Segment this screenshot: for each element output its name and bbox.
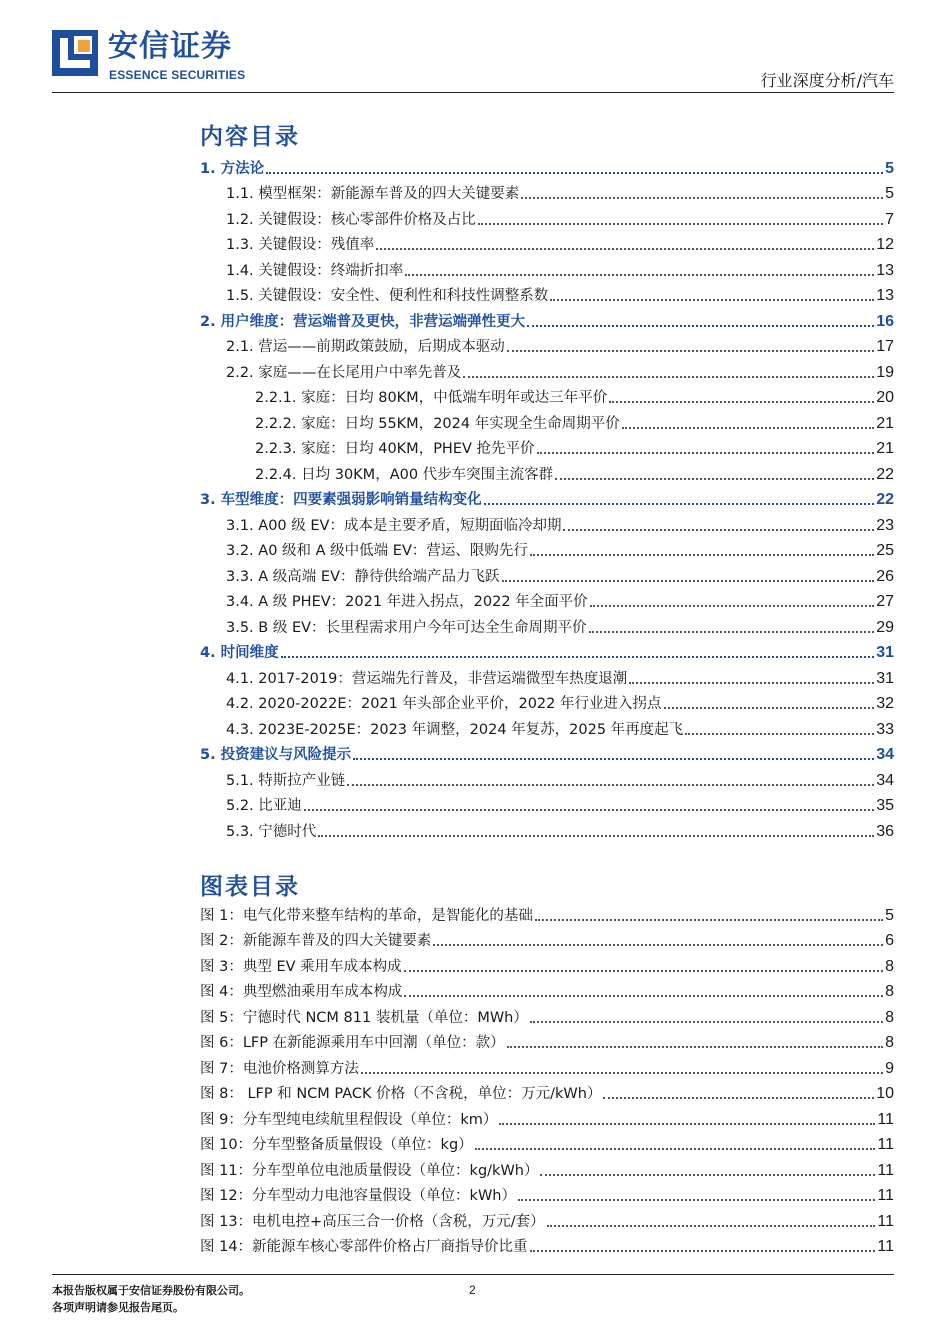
page-number: 2 — [469, 1283, 476, 1297]
header-divider — [52, 92, 894, 93]
toc-item[interactable]: 1.2. 关键假设：核心零部件价格及占比 7 — [226, 211, 894, 228]
figure-item[interactable]: 图 1：电气化带来整车结构的革命，是智能化的基础 5 — [200, 907, 894, 924]
toc-item[interactable]: 4.1. 2017-2019：营运端先行普及，非营运端微型车热度退潮 31 — [226, 670, 894, 687]
toc-item[interactable]: 4.3. 2023E-2025E：2023 年调整，2024 年复苏，2025 年再度起飞 33 — [226, 721, 894, 738]
report-category: 行业深度分析/汽车 — [760, 71, 894, 90]
figures-title: 图表目录 — [200, 873, 300, 900]
toc-item[interactable]: 5.3. 宁德时代 36 — [226, 823, 894, 840]
brand-name-en: ESSENCE SECURITIES — [109, 68, 246, 82]
toc-item[interactable]: 1.1. 模型框架：新能源车普及的四大关键要素 5 — [226, 185, 894, 202]
essence-logo-icon — [52, 30, 98, 76]
figure-item[interactable]: 图 10：分车型整备质量假设（单位：kg） 11 — [200, 1136, 894, 1153]
brand-name-cn: 安信证券 — [108, 29, 232, 64]
figure-item[interactable]: 图 2：新能源车普及的四大关键要素 6 — [200, 932, 894, 949]
figure-item[interactable]: 图 13：电机电控+高压三合一价格（含税，万元/套） 11 — [200, 1213, 894, 1230]
toc-item[interactable]: 3.4. A 级 PHEV：2021 年进入拐点，2022 年全面平价 27 — [226, 593, 894, 610]
toc-item[interactable]: 4. 时间维度 31 — [200, 644, 894, 661]
toc-item[interactable]: 5.1. 特斯拉产业链 34 — [226, 772, 894, 789]
toc-item[interactable]: 4.2. 2020-2022E：2021 年头部企业平价，2022 年行业进入拐点 32 — [226, 695, 894, 712]
toc-item[interactable]: 1. 方法论 5 — [200, 160, 894, 177]
footer-divider — [52, 1274, 894, 1275]
figure-item[interactable]: 图 8： LFP 和 NCM PACK 价格（不含税，单位：万元/kWh） 10 — [200, 1085, 894, 1102]
toc-item[interactable]: 2.1. 营运——前期政策鼓励，后期成本驱动 17 — [226, 338, 894, 355]
contents-title: 内容目录 — [200, 123, 300, 150]
figure-item[interactable]: 图 7：电池价格测算方法 9 — [200, 1060, 894, 1077]
toc-item[interactable]: 2.2. 家庭——在长尾用户中率先普及 19 — [226, 364, 894, 381]
toc-item[interactable]: 1.3. 关键假设：残值率 12 — [226, 236, 894, 253]
figure-item[interactable]: 图 4：典型燃油乘用车成本构成 8 — [200, 983, 894, 1000]
toc-item[interactable]: 3.1. A00 级 EV：成本是主要矛盾，短期面临冷却期 23 — [226, 517, 894, 534]
toc-item[interactable]: 3.3. A 级高端 EV：静待供给端产品力飞跃 26 — [226, 568, 894, 585]
toc-item[interactable]: 3.2. A0 级和 A 级中低端 EV：营运、限购先行 25 — [226, 542, 894, 559]
toc-item[interactable]: 2.2.1. 家庭：日均 80KM，中低端车明年或达三年平价 20 — [255, 389, 894, 406]
figure-item[interactable]: 图 9：分车型纯电续航里程假设（单位：km） 11 — [200, 1111, 894, 1128]
figure-item[interactable]: 图 14：新能源车核心零部件价格占厂商指导价比重 11 — [200, 1238, 894, 1255]
toc-item[interactable]: 2. 用户维度：营运端普及更快，非营运端弹性更大 16 — [200, 313, 894, 330]
toc-item[interactable]: 2.2.4. 日均 30KM，A00 代步车突围主流客群 22 — [255, 466, 894, 483]
toc-item[interactable]: 3.5. B 级 EV：长里程需求用户今年可达全生命周期平价 29 — [226, 619, 894, 636]
page-header — [0, 0, 950, 96]
figure-item[interactable]: 图 3：典型 EV 乘用车成本构成 8 — [200, 958, 894, 975]
figure-item[interactable]: 图 11：分车型单位电池质量假设（单位：kg/kWh） 11 — [200, 1162, 894, 1179]
disclaimer-notice: 各项声明请参见报告尾页。 — [52, 1301, 184, 1314]
figure-item[interactable]: 图 12：分车型动力电池容量假设（单位：kWh） 11 — [200, 1187, 894, 1204]
toc-item[interactable]: 1.4. 关键假设：终端折扣率 13 — [226, 262, 894, 279]
toc-item[interactable]: 5.2. 比亚迪 35 — [226, 797, 894, 814]
toc-item[interactable]: 3. 车型维度：四要素强弱影响销量结构变化 22 — [200, 491, 894, 508]
copyright-notice: 本报告版权属于安信证券股份有限公司。 — [52, 1284, 250, 1297]
figure-item[interactable]: 图 6：LFP 在新能源乘用车中回潮（单位：款） 8 — [200, 1034, 894, 1051]
toc-item[interactable]: 1.5. 关键假设：安全性、便利性和科技性调整系数 13 — [226, 287, 894, 304]
toc-item[interactable]: 2.2.3. 家庭：日均 40KM，PHEV 抢先平价 21 — [255, 440, 894, 457]
figure-item[interactable]: 图 5：宁德时代 NCM 811 装机量（单位：MWh） 8 — [200, 1009, 894, 1026]
toc-item[interactable]: 5. 投资建议与风险提示 34 — [200, 746, 894, 763]
toc-item[interactable]: 2.2.2. 家庭：日均 55KM，2024 年实现全生命周期平价 21 — [255, 415, 894, 432]
